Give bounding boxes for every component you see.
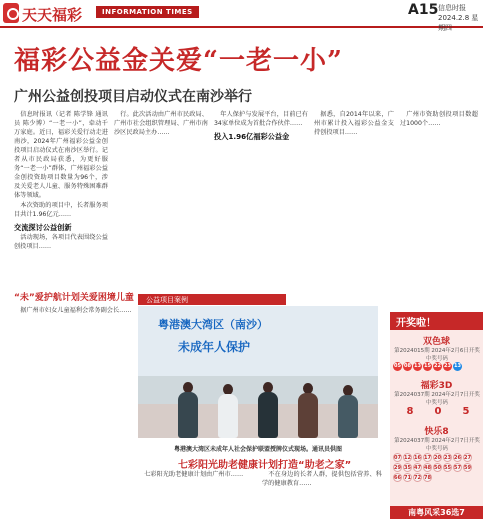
section-heading: 交流探讨公益创新 <box>14 223 72 232</box>
paragraph: 据广州市妇女儿童福利会常务副会长…… <box>20 307 132 314</box>
photo-caption: 粤港澳大湾区未成年人社会保护联盟授牌仪式现场。通讯员供图 <box>173 446 342 453</box>
kl8-ball: 57 <box>454 465 461 471</box>
section-tag: INFORMATION TIMES <box>96 6 199 18</box>
person <box>178 392 198 438</box>
page-number: A15 <box>408 2 439 18</box>
paragraph: 信息时报讯（记者 陈学锋 通讯员 陈少博）“一老一小”，牵动千万家庭。近日，福彩关爱行动走进南沙，2024年广州福彩公益金创投项目启动仪式在南沙区举行。记者从市民政局获悉，为更好服务“一老一小”群体，广州福彩公益金创投资助项目数量为96个，涉及关爱老人儿童、服务特殊困难群体等领域。 <box>14 111 108 199</box>
article-column-1 <box>14 110 108 288</box>
blue-ball: 13 <box>454 363 461 369</box>
red-ball: 23 <box>444 363 451 369</box>
kl8-ball: 07 <box>394 455 401 461</box>
kl8-issue: 第2024037期 2024年2月7日开奖 <box>394 438 480 444</box>
ssq-balls <box>393 362 481 371</box>
lower-column-1 <box>14 306 132 516</box>
kl8-ball: 35 <box>404 465 411 471</box>
article-column-4 <box>314 110 394 288</box>
kl8-ball: 26 <box>454 455 461 461</box>
paragraph: 据悉，自2014年以来，广州市累计投入福彩公益金支持创投项目…… <box>314 111 394 136</box>
d3-title: 福彩3D <box>420 381 453 391</box>
lower-column-3 <box>262 470 382 519</box>
kl8-title: 快乐8 <box>424 427 449 437</box>
paragraph: 行。此次活动由广州市民政局、广州市社会组织管理局、广州市南沙区民政局主办…… <box>114 111 208 136</box>
banner-text-2: 未成年人保护 <box>178 340 251 354</box>
article-column-2 <box>114 110 208 288</box>
paper-name: 信息时报 <box>438 4 466 12</box>
paragraph: 广州市资助创投项目数超过1000个…… <box>400 111 478 127</box>
band-label: 公益项目案例 <box>146 296 188 304</box>
brand-name: 天天福彩 <box>22 6 83 24</box>
kl8-ball: 47 <box>414 465 421 471</box>
subheadline: 广州公益创投项目启动仪式在南沙举行 <box>14 89 252 105</box>
kl8-ball: 27 <box>464 455 471 461</box>
kl8-ball: 48 <box>424 465 431 471</box>
issue-date: 2024.2.8 星期四 <box>438 14 479 32</box>
ssq-label: 中奖号码 <box>425 356 448 362</box>
paragraph: 不在身边的长者人群，提供包括营养、科学的健康教育…… <box>262 471 382 487</box>
fucai-logo-icon <box>3 3 19 23</box>
person <box>258 392 278 438</box>
paragraph: 活动现场，各项目代表围绕公益创投项目…… <box>14 234 108 250</box>
kl8-ball: 66 <box>394 475 401 481</box>
kl8-balls <box>393 453 481 482</box>
kl8-ball: 17 <box>424 455 431 461</box>
red-ball: 22 <box>434 363 441 369</box>
headline: 福彩公益金关爱“一老一小” <box>14 46 343 76</box>
lottery-header <box>390 312 483 330</box>
lower-article-title: “未”爱护航计划关爱困境儿童 <box>14 293 134 303</box>
kl8-label: 中奖号码 <box>425 446 448 452</box>
paragraph: 年人保护与发展平台，目前已有34家单位成为首批合作伙伴…… <box>214 111 308 127</box>
lower-column-2 <box>138 470 256 519</box>
banner-text-1: 粤港澳大湾区（南沙） <box>158 318 268 331</box>
lower-article-title-2: 七彩阳光助老健康计划打造“助老之家” <box>178 460 352 471</box>
kl8-ball: 55 <box>444 465 451 471</box>
red-ball: 08 <box>404 363 411 369</box>
kl8-ball: 72 <box>414 475 421 481</box>
photo-section-band <box>138 294 286 305</box>
lottery-header-text: 开奖啦！ <box>396 318 436 329</box>
kl8-ball: 20 <box>434 455 441 461</box>
d3-numbers <box>396 406 480 417</box>
kl8-ball: 23 <box>444 455 451 461</box>
kl8-ball: 78 <box>424 475 431 481</box>
kl8-ball: 71 <box>404 475 411 481</box>
d3-digit: 0 <box>434 406 442 417</box>
kl8-ball: 16 <box>414 455 421 461</box>
kl8-ball: 12 <box>404 455 411 461</box>
event-photo <box>138 306 378 438</box>
paragraph: 七彩阳光助老健康计划由广州市…… <box>144 471 244 478</box>
section-heading: 投入1.96亿福彩公益金 <box>214 132 290 141</box>
article-column-3 <box>214 110 308 288</box>
red-ball: 13 <box>414 363 421 369</box>
d3-label: 中奖号码 <box>425 400 448 406</box>
article-column-5 <box>400 110 478 288</box>
red-ball: 05 <box>394 363 401 369</box>
red-ball: 15 <box>424 363 431 369</box>
person <box>338 395 358 438</box>
bottom-game-label: 南粤风采36选7 <box>390 506 483 519</box>
kl8-ball: 59 <box>464 465 471 471</box>
d3-digit: 5 <box>462 406 470 417</box>
person <box>298 393 318 438</box>
page-header <box>0 0 483 32</box>
paragraph: 本次资助的项目中，长者服务项目共计1.96亿元…… <box>14 202 108 218</box>
d3-issue: 第2024037期 2024年2月7日开奖 <box>394 392 480 398</box>
person <box>218 394 238 438</box>
ssq-issue: 第2024015期 2024年2月6日开奖 <box>394 348 480 354</box>
ssq-title: 双色球 <box>422 337 450 347</box>
d3-digit: 8 <box>406 406 414 417</box>
kl8-ball: 50 <box>434 465 441 471</box>
kl8-ball: 29 <box>394 465 401 471</box>
